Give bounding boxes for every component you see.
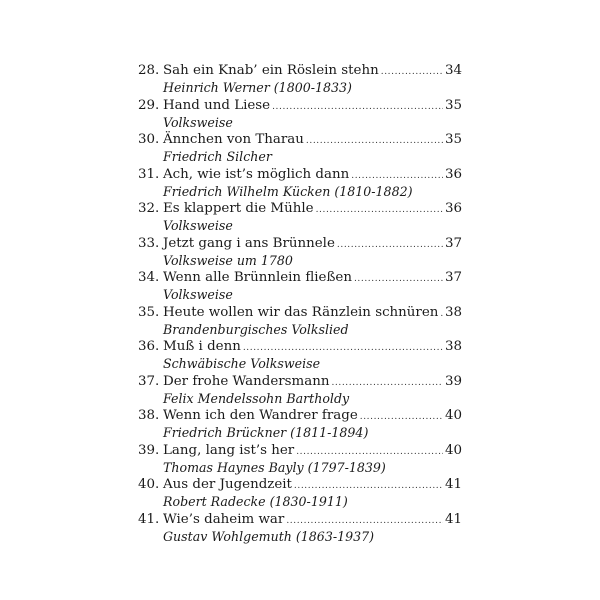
table-of-contents (138, 62, 462, 545)
entry-composer: Friedrich Brückner (1811-1894) (163, 425, 369, 440)
entry-title: Es klappert die Mühle (163, 201, 314, 216)
toc-entry (138, 269, 462, 304)
entry-page-number: 40 (444, 442, 462, 458)
entry-page-number: 39 (444, 373, 462, 389)
entry-number: 39. (138, 442, 160, 458)
entry-page-number: 38 (444, 339, 462, 354)
dot-leader (337, 237, 443, 254)
toc-entry (138, 97, 462, 132)
entry-number: 30. (138, 132, 160, 147)
toc-entry (138, 373, 462, 408)
entry-composer: Volksweise (163, 287, 233, 302)
dot-leader (272, 99, 443, 116)
dot-leader (286, 513, 443, 530)
entry-title: Sah ein Knab’ ein Röslein stehn (163, 63, 379, 78)
dot-leader (360, 409, 443, 426)
entry-page-number: 38 (444, 304, 462, 320)
entry-page-number: 34 (444, 63, 462, 78)
entry-number: 28. (138, 63, 160, 78)
entry-page-number: 37 (444, 270, 462, 285)
toc-entry (138, 62, 462, 97)
entry-title: Wenn ich den Wandrer frage (163, 408, 358, 423)
toc-entry (138, 166, 462, 201)
entry-number: 34. (138, 270, 160, 285)
dot-leader (306, 133, 443, 150)
entry-title: Der frohe Wandersmann (163, 373, 330, 389)
toc-entry (138, 200, 462, 235)
entry-title: Wenn alle Brünnlein fließen (163, 270, 352, 285)
entry-composer: Volksweise um 1780 (163, 252, 293, 268)
dot-leader (331, 375, 443, 392)
entry-page-number: 35 (444, 97, 462, 113)
entry-page-number: 41 (444, 511, 462, 527)
toc-entry (138, 131, 462, 166)
entry-composer: Brandenburgisches Volkslied (163, 321, 349, 337)
entry-page-number: 35 (444, 132, 462, 147)
entry-composer: Felix Mendelssohn Bartholdy (163, 390, 350, 406)
entry-page-number: 41 (444, 477, 462, 492)
entry-title: Wie’s daheim war (163, 511, 285, 527)
entry-composer: Schwäbische Volksweise (163, 356, 321, 371)
dot-leader (354, 271, 443, 288)
entry-number: 37. (138, 373, 160, 389)
entry-composer: Robert Radecke (1830-1911) (163, 494, 348, 509)
toc-entry (138, 338, 462, 373)
toc-entry (138, 511, 462, 546)
toc-entry (138, 442, 462, 477)
entry-number: 29. (138, 97, 160, 113)
entry-title: Ach, wie ist’s möglich dann (163, 166, 350, 182)
entry-number: 32. (138, 201, 160, 216)
entry-page-number: 36 (444, 201, 462, 216)
entry-title: Ännchen von Tharau (163, 132, 304, 147)
entry-number: 36. (138, 339, 160, 354)
entry-number: 38. (138, 408, 160, 423)
entry-number: 35. (138, 304, 160, 320)
toc-entry (138, 304, 462, 339)
entry-page-number: 36 (444, 166, 462, 182)
entry-page-number: 37 (444, 235, 462, 251)
entry-composer: Heinrich Werner (1800-1833) (163, 80, 352, 95)
entry-composer: Friedrich Silcher (163, 149, 272, 164)
toc-entry (138, 476, 462, 511)
entry-number: 33. (138, 235, 160, 251)
entry-title: Aus der Jugendzeit (163, 477, 292, 492)
entry-composer: Gustav Wohlgemuth (1863-1937) (163, 528, 375, 544)
entry-title: Heute wollen wir das Ränzlein schnüren (163, 304, 439, 320)
dot-leader (296, 444, 443, 461)
entry-composer: Volksweise (163, 218, 233, 233)
entry-number: 31. (138, 166, 160, 182)
entry-title: Lang, lang ist’s her (163, 442, 295, 458)
entry-number: 40. (138, 477, 160, 492)
entry-composer: Friedrich Wilhelm Kücken (1810-1882) (163, 183, 413, 199)
entry-number: 41. (138, 511, 160, 527)
entry-composer: Volksweise (163, 114, 233, 130)
entry-page-number: 40 (444, 408, 462, 423)
dot-leader (440, 306, 443, 323)
entry-title: Muß i denn (163, 339, 241, 354)
toc-entry (138, 235, 462, 270)
toc-entry (138, 407, 462, 442)
entry-title: Jetzt gang i ans Brünnele (163, 235, 335, 251)
dot-leader (381, 64, 443, 81)
entry-composer: Thomas Haynes Bayly (1797-1839) (163, 459, 386, 475)
dot-leader (316, 202, 443, 219)
dot-leader (351, 168, 443, 185)
entry-title: Hand und Liese (163, 97, 271, 113)
